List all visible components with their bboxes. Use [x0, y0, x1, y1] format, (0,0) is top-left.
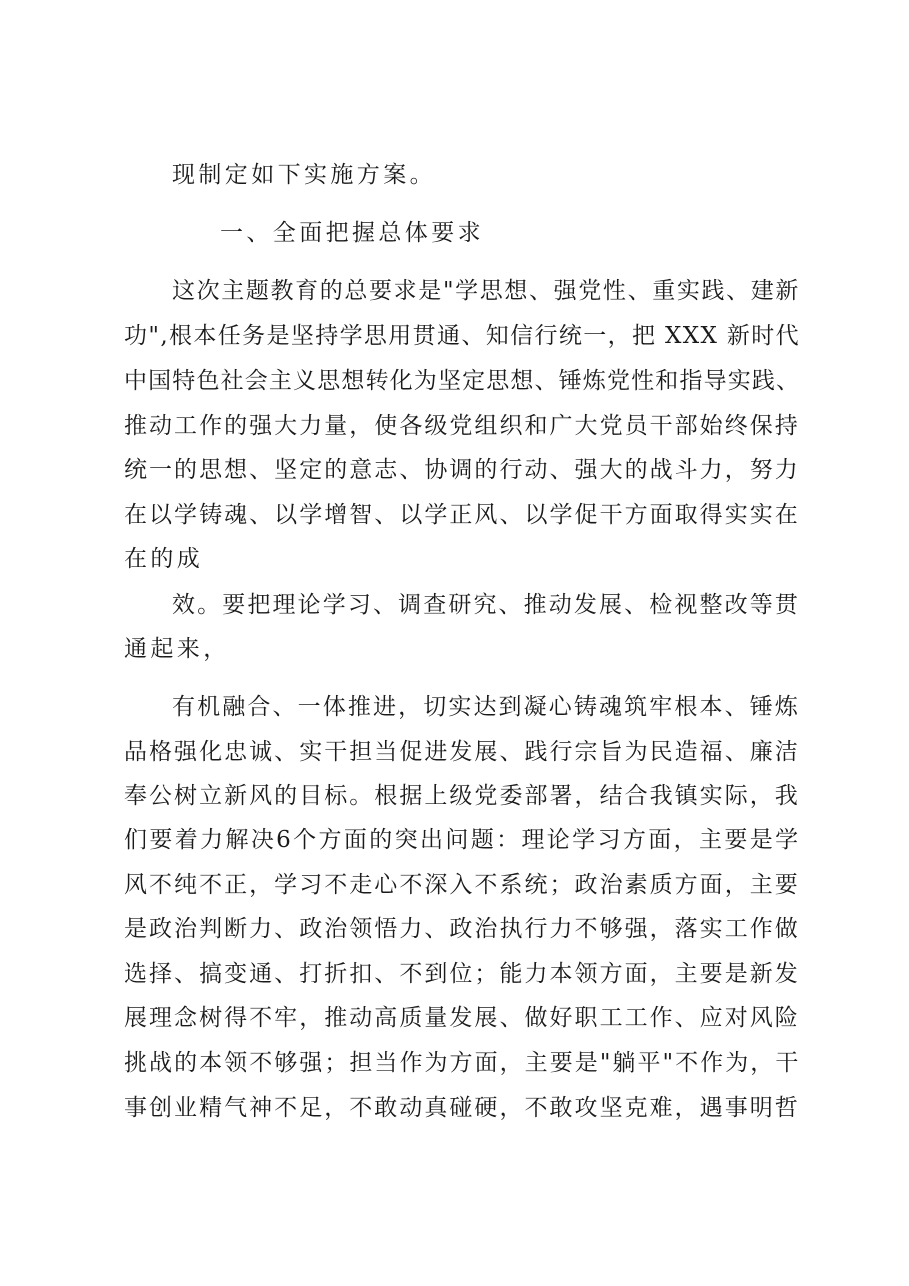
text-line: 们要着力解决6个方面的突出问题：理论学习方面，主要是学	[124, 827, 801, 853]
text-line: 推动工作的强大力量，使各级党组织和广大党员干部始终保持	[124, 413, 800, 439]
text-line: 效。要把理论学习、调查研究、推动发展、检视整改等贯	[172, 592, 800, 618]
section-heading: 一、全面把握总体要求	[220, 220, 484, 246]
text-line: 事创业精气神不足，不敢动真碰硬，不敢攻坚克难，遇事明哲	[124, 1095, 800, 1121]
text-line: 选择、搞变通、打折扣、不到位；能力本领方面，主要是新发	[124, 961, 800, 987]
text-line: 中国特色社会主义思想转化为坚定思想、锤炼党性和指导实践、	[124, 368, 801, 394]
text-line: 风不纯不正，学习不走心不深入不系统；政治素质方面，主要	[124, 872, 800, 898]
text-line: 奉公树立新风的目标。根据上级党委部署，结合我镇实际，我	[124, 783, 800, 809]
text-line: 挑战的本领不够强；担当作为方面，主要是"躺平"不作为，干	[124, 1050, 801, 1076]
text-line: 统一的思想、坚定的意志、协调的行动、强大的战斗力，努力	[124, 457, 800, 483]
text-line: 展理念树得不牢，推动高质量发展、做好职工工作、应对风险	[124, 1005, 800, 1031]
text-line: 在以学铸魂、以学增智、以学正风、以学促干方面取得实实在	[124, 502, 800, 528]
text-line: 品格强化忠诚、实干担当促进发展、践行宗旨为民造福、廉洁	[124, 739, 800, 765]
text-line: 功",根本任务是坚持学思用贯通、知信行统一，把 XXX 新时代	[124, 323, 801, 349]
text-line: 这次主题教育的总要求是"学思想、强党性、重实践、建新	[172, 278, 800, 304]
text-line: 有机融合、一体推进，切实达到凝心铸魂筑牢根本、锤炼	[172, 694, 800, 720]
text-line: 现制定如下实施方案。	[172, 162, 436, 188]
text-line: 通起来，	[124, 636, 230, 662]
text-line: 在的成	[124, 546, 204, 572]
text-line: 是政治判断力、政治领悟力、政治执行力不够强，落实工作做	[124, 916, 800, 942]
